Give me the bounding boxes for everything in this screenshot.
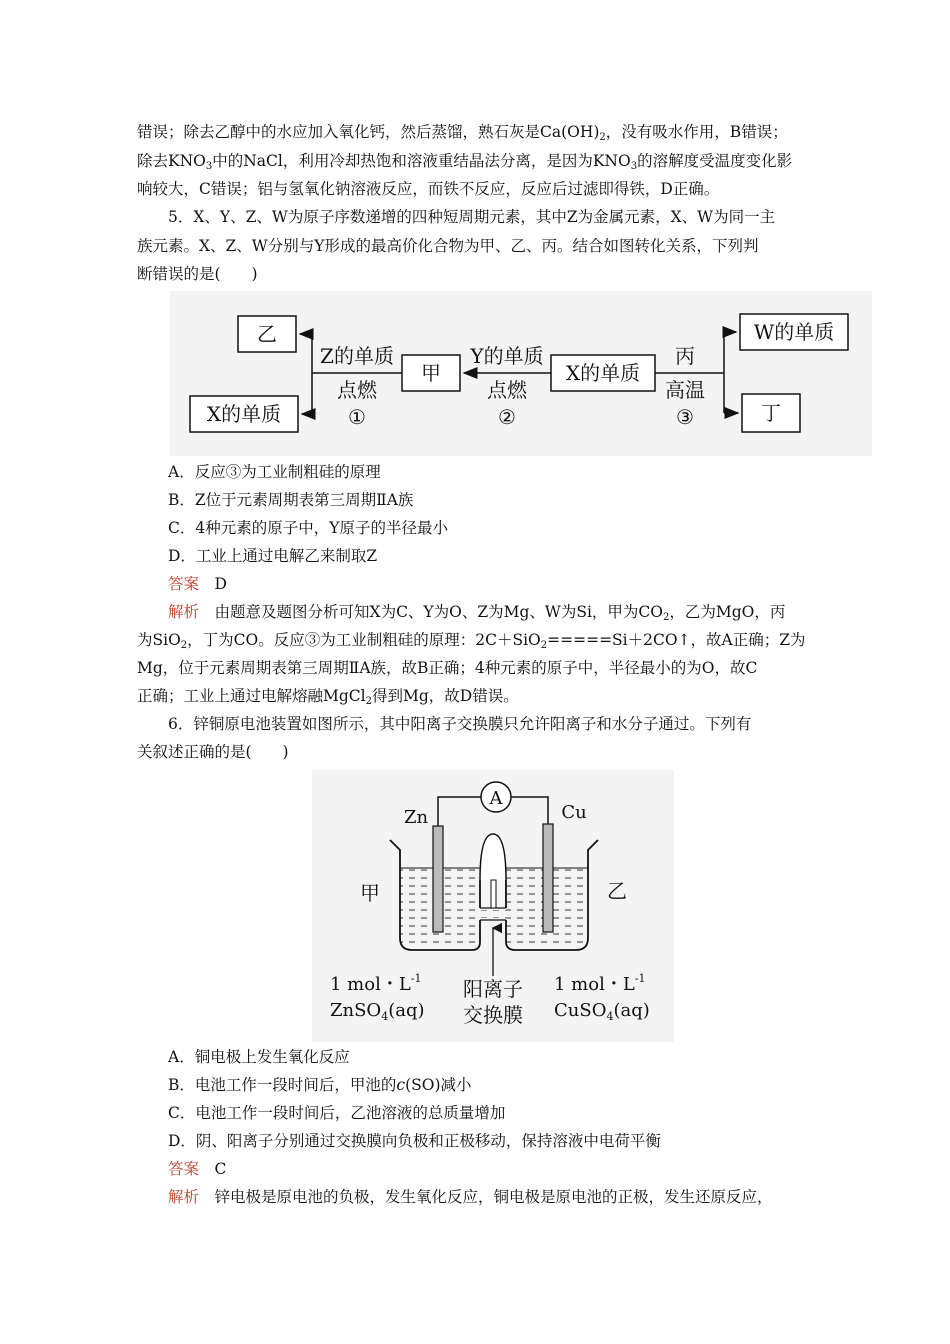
cation-exchange-membrane <box>491 880 496 908</box>
svg-text:阳离子: 阳离子 <box>463 977 523 1001</box>
zinc-electrode <box>433 826 443 932</box>
svg-text:高温: 高温 <box>665 378 705 402</box>
svg-text:交换膜: 交换膜 <box>463 1003 523 1027</box>
intro-line-1: 错误；除去乙醇中的水应加入氧化钙，然后蒸馏，熟石灰是$Ca(OH)_2$，没有吸水作用，B错误； <box>137 123 788 143</box>
intro-line-3: 响较大，C错误；铝与氢氧化钠溶液反应，而铁不反应，反应后过滤即得铁，D正确。 <box>137 180 720 198</box>
q6-option-b: B．电池工作一段时间后，甲池的c(SO)减小 <box>168 1076 472 1094</box>
svg-text:Zn: Zn <box>403 807 429 828</box>
svg-text:丙: 丙 <box>675 344 695 368</box>
svg-text:点燃: 点燃 <box>487 378 527 402</box>
svg-text:ZnSO4(aq): ZnSO$_4$(aq) <box>330 1000 425 1023</box>
q5-stem-2: 族元素。X、Z、W分别与Y形成的最高价化合物为甲、乙、丙。结合如图转化关系，下列判 <box>137 237 759 255</box>
svg-text:X的单质: X的单质 <box>565 361 641 385</box>
svg-text:1 mol・L-1: 1 mol・$L^{-1}$ <box>554 972 646 995</box>
q5-option-d: D．工业上通过电解乙来制取Z <box>168 547 378 565</box>
q5-analysis-1: 解析 由题意及题图分析可知X为C、Y为O、Z为Mg、W为Si，甲为$CO_2$，乙为MgO，丙 <box>168 603 786 623</box>
q6-option-a: A．铜电极上发生氧化反应 <box>168 1048 350 1066</box>
q6-stem-2: 关叙述正确的是( ) <box>137 743 289 761</box>
q6-galvanic-cell-diagram <box>312 770 674 1042</box>
svg-text:②: ② <box>498 405 516 429</box>
copper-electrode <box>543 824 553 932</box>
svg-text:乙: 乙 <box>607 879 627 903</box>
svg-text:①: ① <box>348 405 366 429</box>
q5-conversion-diagram <box>170 291 872 456</box>
q5-option-a: A．反应③为工业制粗硅的原理 <box>168 463 381 481</box>
q6-analysis-1: 解析 锌电极是原电池的负极，发生氧化反应，铜电极是原电池的正极，发生还原反应， <box>168 1188 773 1206</box>
svg-text:1 mol・L-1: 1 mol・$L^{-1}$ <box>330 972 422 995</box>
svg-text:甲: 甲 <box>360 881 380 905</box>
svg-text:③: ③ <box>676 405 694 429</box>
q5-answer: 答案 D <box>168 575 227 593</box>
q5-option-c: C．4种元素的原子中，Y原子的半径最小 <box>168 519 448 537</box>
q6-answer: 答案 C <box>168 1160 227 1178</box>
intro-line-2: 除去$KNO_3$中的NaCl，利用冷却热饱和溶液重结晶法分离，是因为$KNO_3$的溶解度受温度变化影 <box>137 152 793 172</box>
svg-text:Y的单质: Y的单质 <box>470 344 544 368</box>
q6-option-c: C．电池工作一段时间后，乙池溶液的总质量增加 <box>168 1104 506 1122</box>
svg-text:Z的单质: Z的单质 <box>320 344 394 368</box>
q5-analysis-3: Mg，位于元素周期表第三周期ⅡA族，故B正确；4种元素的原子中，半径最小的为O，故C <box>137 659 758 677</box>
q5-analysis-4: 正确；工业上通过电解熔融MgCl$_2$得到Mg，故D错误。 <box>137 687 519 707</box>
svg-text:甲: 甲 <box>421 361 441 385</box>
q5-analysis-2: 为SiO$_2$，丁为CO。反应③为工业制粗硅的原理：2C＋SiO$_2$=====Si＋2CO↑，故A正确；Z为 <box>137 631 806 651</box>
q6-option-d: D．阴、阳离子分别通过交换膜向负极和正极移动，保持溶液中电荷平衡 <box>168 1132 661 1150</box>
svg-text:乙: 乙 <box>257 322 277 346</box>
svg-text:CuSO4(aq): CuSO$_4$(aq) <box>554 1000 650 1023</box>
q6-stem-1: 6．锌铜原电池装置如图所示，其中阳离子交换膜只允许阳离子和水分子通过。下列有 <box>168 715 752 733</box>
q5-option-b: B．Z位于元素周期表第三周期ⅡA族 <box>168 491 414 509</box>
svg-text:A: A <box>489 788 503 809</box>
q5-stem-1: 5．X、Y、Z、W为原子序数递增的四种短周期元素，其中Z为金属元素，X、W为同一主 <box>168 208 776 226</box>
svg-text:丁: 丁 <box>761 401 781 425</box>
svg-text:W的单质: W的单质 <box>753 320 835 344</box>
svg-text:X的单质: X的单质 <box>206 402 282 426</box>
q5-stem-3: 断错误的是( ) <box>137 265 258 283</box>
svg-text:Cu: Cu <box>561 802 587 823</box>
svg-text:点燃: 点燃 <box>337 378 377 402</box>
